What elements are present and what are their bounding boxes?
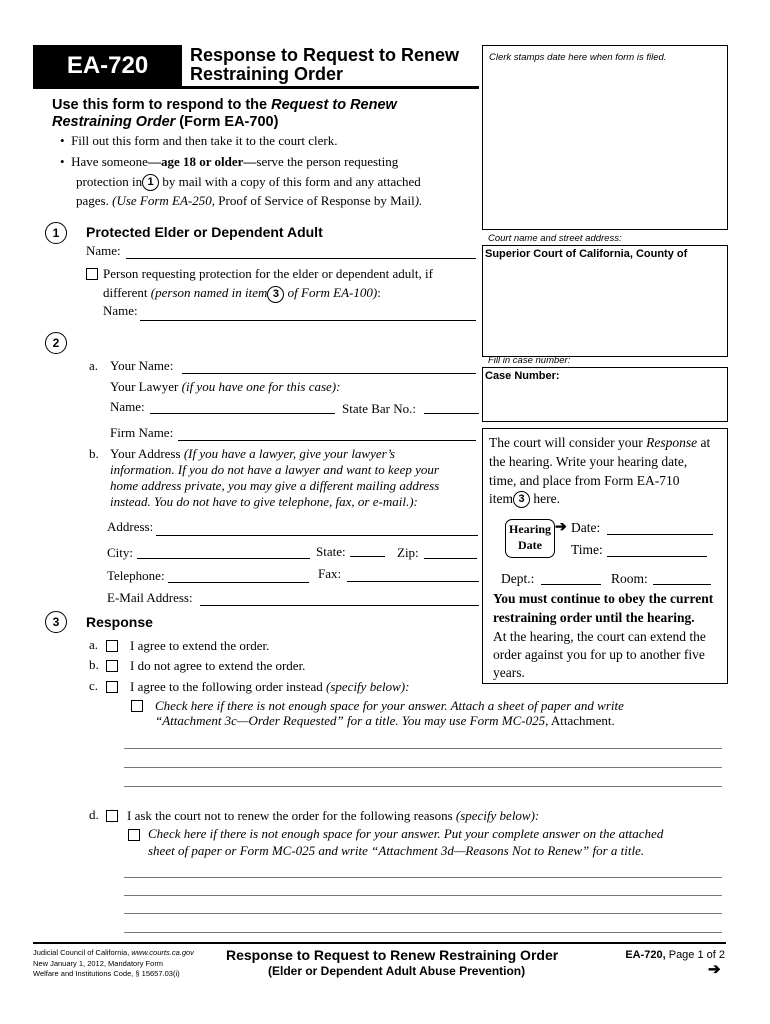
form-text: Your Lawyer	[110, 379, 182, 394]
answer-3c-line[interactable]	[124, 748, 722, 749]
form-text: Room:	[611, 571, 648, 586]
form-text: instead. You do not have to give telephone, fax, or e-mail.):	[110, 494, 418, 509]
form-text: Date:	[571, 520, 601, 535]
form-text: d.	[89, 807, 99, 822]
title-line-2: Restraining Order	[190, 64, 344, 84]
form-text: Name:	[86, 243, 121, 258]
form-text: pages.	[76, 193, 113, 209]
form-text: order against you for up to another five	[493, 647, 705, 662]
form-text	[60, 172, 422, 192]
answer-3c-line[interactable]	[124, 786, 722, 787]
form-text: Person requesting protection for the elder or dependent adult, if	[103, 266, 433, 281]
form-text: serve the person requesting	[256, 154, 399, 169]
hearing-date-field[interactable]	[607, 534, 713, 535]
form-text: I agree to the following order instead	[130, 679, 327, 694]
form-text: protection in	[76, 173, 143, 189]
hearing-dept-field[interactable]	[541, 584, 601, 585]
item-ref-circle: 3	[267, 286, 284, 303]
form-text	[33, 948, 194, 959]
form-text: Welfare and Institutions Code, § 15657.03(i)	[33, 969, 180, 978]
form-text: information. If you do not have a lawyer and want to keep your	[110, 462, 439, 477]
form-text: State Bar No.:	[342, 401, 417, 416]
form-text: “Attachment 3c—Order Requested” for a title. You may use Form MC-025,	[155, 713, 549, 728]
item-ref-circle: 1	[142, 174, 159, 191]
section-3-title: Response	[86, 614, 153, 630]
form-text: Check here if there is not enough space for your answer. Attach a sheet of paper and write	[155, 698, 624, 713]
form-text: Time:	[571, 542, 603, 557]
form-text: New January 1, 2012, Mandatory Form	[33, 958, 164, 968]
hearing-room-field[interactable]	[653, 584, 711, 585]
court-label: Court name and street address:	[488, 233, 622, 244]
alternate-order-checkbox[interactable]	[106, 681, 118, 693]
form-text: Judicial Council of California,	[33, 948, 132, 957]
form-text: Fill out this form and then take it to the court clerk.	[71, 133, 338, 148]
form-text: Name:	[110, 399, 145, 414]
form-text: City:	[107, 545, 134, 560]
form-text: Proof of Service of Response by Mail	[215, 193, 415, 209]
form-text: The court will consider your	[489, 435, 647, 450]
form-text: time, and place from Form EA-710	[489, 473, 680, 488]
title-line-1: Response to Request to Renew	[190, 45, 460, 65]
form-text: item	[489, 491, 513, 506]
section-2-number: 2	[45, 332, 67, 354]
attachment-3c-checkbox[interactable]	[131, 700, 143, 712]
arrow-right-icon: ➔	[708, 962, 721, 978]
form-text: I agree to extend the order.	[130, 638, 270, 653]
warning-line-2: restraining order until the hearing.	[493, 610, 695, 625]
form-text	[130, 679, 409, 695]
form-text	[127, 808, 539, 824]
form-text: (Use Form EA-250,	[112, 193, 216, 209]
hearing-time-field[interactable]	[607, 556, 707, 557]
form-text	[52, 97, 397, 114]
form-text: by mail with a copy of this form and any attached	[159, 173, 421, 189]
form-text: Check here if there is not enough space for your answer. Put your complete answer on the attached	[148, 826, 664, 841]
form-text: (specify below):	[326, 679, 410, 694]
clerk-stamp-box	[482, 45, 728, 230]
not-renew-checkbox[interactable]	[106, 810, 118, 822]
form-text: • Have someone—age 18 or older—serve the person requesting	[60, 154, 399, 169]
form-text: Fax:	[318, 566, 342, 581]
form-text: years.	[493, 665, 525, 680]
form-text: State:	[316, 544, 346, 559]
bullet-1: • Fill out this form and then take it to the court clerk.	[60, 133, 338, 148]
form-text: Dept.:	[501, 571, 535, 586]
case-number-field[interactable]	[482, 367, 728, 422]
city-field[interactable]	[137, 558, 310, 559]
arrow-right-icon: ➔	[555, 520, 567, 535]
form-text: the hearing. Write your hearing date,	[489, 454, 688, 469]
disagree-extend-checkbox[interactable]	[106, 660, 118, 672]
form-text: (Form EA-700)	[175, 114, 279, 130]
email-field[interactable]	[200, 605, 479, 606]
form-text: Date	[518, 538, 542, 552]
form-text: Response	[646, 435, 698, 450]
section-1-number: 1	[45, 222, 67, 244]
form-text: a.	[89, 637, 99, 652]
case-label: Fill in case number:	[488, 355, 571, 366]
form-text: ).	[414, 193, 423, 209]
form-text: EA-720,	[625, 949, 666, 961]
answer-3d-line[interactable]	[124, 932, 722, 933]
hearing-date-badge	[505, 519, 555, 558]
court-value: Superior Court of California, County of	[485, 248, 688, 260]
form-text	[155, 713, 615, 729]
form-text: E-Mail Address:	[107, 590, 193, 605]
case-number-label: Case Number:	[485, 370, 560, 382]
restrained-name-field[interactable]	[182, 373, 476, 374]
footer-title: Response to Request to Renew Restraining Order	[226, 947, 559, 963]
item-ref-3: 3	[513, 491, 530, 508]
form-text: :	[377, 285, 381, 300]
court-name-field[interactable]	[482, 245, 728, 357]
section-3-number: 3	[45, 611, 67, 633]
answer-3d-line[interactable]	[124, 913, 722, 914]
form-text: At the hearing, the court can extend the	[493, 629, 706, 644]
footer-subtitle: (Elder or Dependent Adult Abuse Prevention)	[268, 964, 526, 978]
form-text: at	[697, 435, 711, 450]
form-text: Firm Name:	[110, 425, 174, 440]
form-id-badge: EA-720	[33, 45, 182, 87]
form-text	[489, 491, 560, 508]
form-text	[103, 285, 381, 303]
form-text: I ask the court not to renew the order for the following reasons	[127, 808, 456, 823]
form-text: Use this form to respond to the	[52, 97, 272, 113]
form-text: Address:	[107, 519, 154, 534]
form-text: Hearing	[509, 522, 551, 536]
form-text: Your Name:	[110, 358, 174, 373]
form-text: different	[103, 285, 151, 300]
warning-line-1: You must continue to obey the current	[493, 591, 714, 606]
attachment-3d-checkbox[interactable]	[128, 829, 140, 841]
form-text: home address private, you may give a different mailing address	[110, 478, 440, 493]
form-text	[52, 114, 397, 131]
firm-name-field[interactable]	[178, 440, 476, 441]
answer-3c-line[interactable]	[124, 767, 722, 768]
form-text: Telephone:	[107, 568, 165, 583]
form-text: (specify below):	[455, 808, 540, 823]
form-text: Page 1 of 2	[665, 949, 725, 961]
form-text: (person named in item	[150, 285, 268, 300]
bullet-2	[60, 152, 422, 211]
lawyer-name-field[interactable]	[150, 413, 335, 414]
form-text: Zip:	[397, 545, 419, 560]
section-1-title: Protected Elder or Dependent Adult	[86, 224, 323, 240]
form-text: www.courts.ca.gov	[131, 948, 194, 957]
form-text: a.	[89, 358, 99, 373]
form-text: b.	[89, 657, 99, 672]
state-bar-field[interactable]	[424, 413, 479, 414]
form-text: Request to Renew	[271, 97, 397, 113]
telephone-field[interactable]	[168, 582, 309, 583]
form-title	[190, 46, 459, 84]
form-text: Name:	[103, 303, 138, 318]
form-text: b.	[89, 446, 99, 461]
footer-rule	[33, 942, 726, 944]
hearing-info-box	[482, 428, 728, 684]
form-text: Your Address	[110, 446, 184, 461]
zip-field[interactable]	[424, 558, 477, 559]
protected-name-field[interactable]	[126, 258, 476, 259]
address-field[interactable]	[156, 535, 478, 536]
form-text: Attachment.	[548, 713, 615, 728]
form-text: Restraining Order	[52, 114, 176, 130]
fax-field[interactable]	[347, 581, 479, 582]
form-text	[489, 435, 710, 451]
form-text: (if you have one for this case):	[181, 379, 341, 394]
form-text: c.	[89, 678, 99, 693]
form-text: here.	[530, 491, 560, 506]
form-text: Have someone	[71, 154, 148, 169]
form-text	[110, 379, 340, 395]
different-requester-checkbox[interactable]	[86, 268, 98, 280]
answer-3d-line[interactable]	[124, 877, 722, 878]
requester-name-field[interactable]	[140, 320, 476, 321]
form-text: of Form EA-100)	[284, 285, 378, 300]
form-text: sheet of paper or Form MC-025 and write “Attachment 3d—Reasons Not to Renew” for a title.	[148, 843, 645, 858]
answer-3d-line[interactable]	[124, 895, 722, 896]
form-text	[110, 446, 439, 510]
clerk-label: Clerk stamps date here when form is filed.	[489, 52, 667, 63]
header-rule	[33, 86, 479, 89]
form-text: (If you have a lawyer, give your lawyer’s	[183, 446, 395, 461]
state-field[interactable]	[350, 556, 385, 557]
form-text	[110, 446, 439, 462]
footer-meta	[33, 948, 194, 980]
intro-heading	[52, 97, 397, 131]
agree-extend-checkbox[interactable]	[106, 640, 118, 652]
form-text: I do not agree to extend the order.	[130, 658, 306, 673]
form-text: —age 18 or older—	[147, 154, 257, 169]
form-text	[60, 191, 422, 211]
